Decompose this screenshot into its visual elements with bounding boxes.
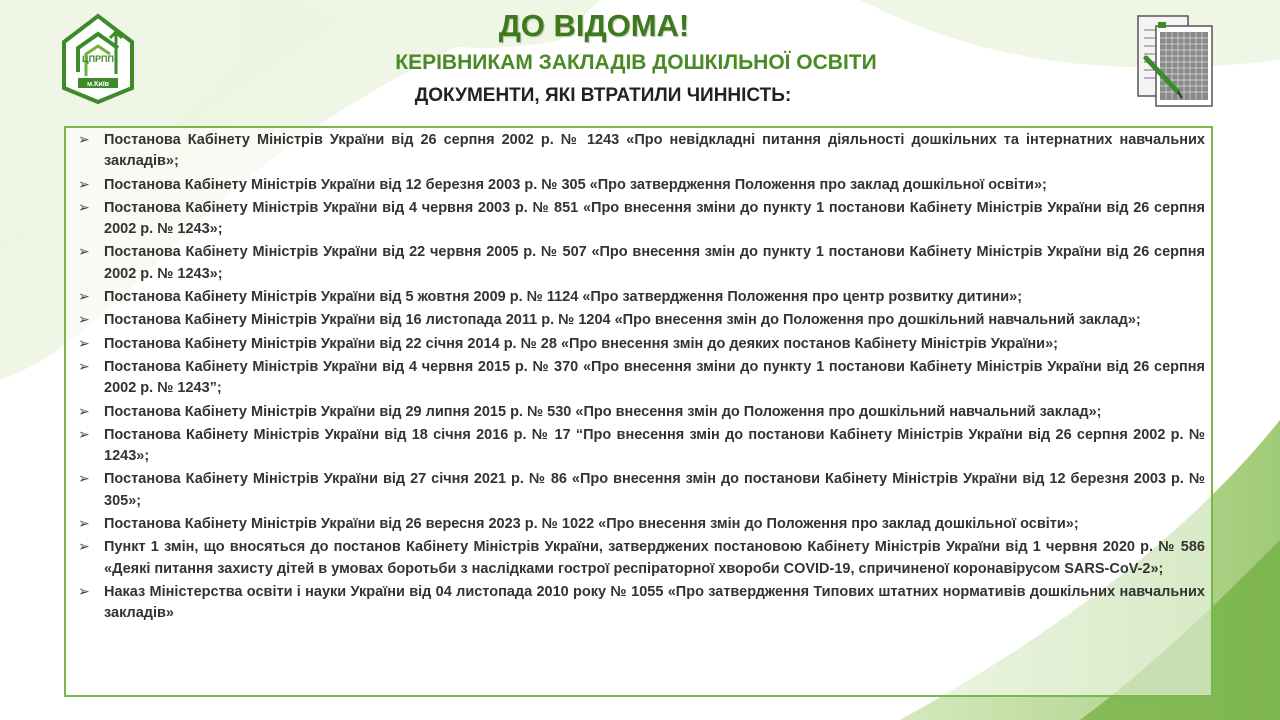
heading-block bbox=[0, 6, 1280, 108]
list-item bbox=[74, 287, 1205, 308]
list-item bbox=[74, 175, 1205, 196]
arrow-bullet-icon: ➢ bbox=[78, 583, 90, 600]
document-text: Постанова Кабінету Міністрів України від 22 червня 2005 р. № 507 «Про внесення змін до пункту 1 постанови Кабінету Міністрів України від 26 серпня 2002 р. № 1243»; bbox=[104, 244, 1205, 282]
document-text: Постанова Кабінету Міністрів України від 22 січня 2014 р. № 28 «Про внесення змін до деяких постанов Кабінету Міністрів України»; bbox=[104, 335, 1058, 352]
document-text: Постанова Кабінету Міністрів України від 18 січня 2016 р. № 17 “Про внесення змін до постанови Кабінету Міністрів України від 26 серпня 2002 р. № 1243»; bbox=[104, 426, 1205, 465]
list-item bbox=[74, 425, 1205, 468]
document-text: Постанова Кабінету Міністрів України від 5 жовтня 2009 р. № 1124 «Про затвердження Положення про центр розвитку дитини»; bbox=[104, 289, 1023, 306]
arrow-bullet-icon: ➢ bbox=[78, 426, 90, 443]
document-text: Постанова Кабінету Міністрів України від 16 листопада 2011 р. № 1204 «Про внесення змін до Положення про дошкільний навчальний заклад»; bbox=[104, 312, 1141, 329]
arrow-bullet-icon: ➢ bbox=[78, 471, 90, 488]
arrow-bullet-icon: ➢ bbox=[78, 132, 90, 148]
arrow-bullet-icon: ➢ bbox=[78, 403, 90, 420]
document-text: Пункт 1 змін, що вносяться до постанов Кабінету Міністрів України, затверджених постановою Кабінету Міністрів України від 1 червня 2020 р. № 586 «Деякі питання захисту дітей в умовах боротьби з наслідками гострої респіраторної хвороби COVID-19, спричиненої коронавірусом SARS-CoV-2»; bbox=[104, 539, 1205, 577]
list-item bbox=[74, 537, 1205, 580]
document-text: Постанова Кабінету Міністрів України від 4 червня 2003 р. № 851 «Про внесення зміни до пункту 1 постанови Кабінету Міністрів України від 26 серпня 2002 р. № 1243»; bbox=[104, 199, 1205, 238]
list-item bbox=[74, 310, 1205, 331]
arrow-bullet-icon: ➢ bbox=[78, 312, 90, 329]
arrow-bullet-icon: ➢ bbox=[78, 244, 90, 261]
document-text: Постанова Кабінету Міністрів України від 26 вересня 2023 р. № 1022 «Про внесення змін до Положення про заклад дошкільної освіти»; bbox=[104, 516, 1079, 533]
logo-text-top: ЦПРПП bbox=[82, 54, 114, 64]
document-text: Постанова Кабінету Міністрів України від 12 березня 2003 р. № 305 «Про затвердження Положення про заклад дошкільної освіти»; bbox=[104, 176, 1047, 193]
list-item bbox=[74, 402, 1205, 423]
list-item bbox=[74, 130, 1205, 173]
arrow-bullet-icon: ➢ bbox=[78, 199, 90, 216]
arrow-bullet-icon: ➢ bbox=[78, 335, 90, 352]
arrow-bullet-icon: ➢ bbox=[78, 176, 90, 193]
document-text: Наказ Міністерства освіти і науки України від 04 листопада 2010 року № 1055 «Про затвердження Типових штатних нормативів дошкільних навчальних закладів» bbox=[104, 583, 1205, 622]
list-item bbox=[74, 334, 1205, 355]
document-text: Постанова Кабінету Міністрів України від 27 січня 2021 р. № 86 «Про внесення змін до постанови Кабінету Міністрів України від 12 березня 2003 р. № 305»; bbox=[104, 471, 1205, 509]
page-subtitle: КЕРІВНИКАМ ЗАКЛАДІВ ДОШКІЛЬНОЇ ОСВІТИ bbox=[395, 51, 877, 74]
document-text: Постанова Кабінету Міністрів України від 4 червня 2015 р. № 370 «Про внесення зміни до пункту 1 постанови Кабінету Міністрів України від 26 серпня 2002 р. № 1243”; bbox=[104, 358, 1205, 397]
arrow-bullet-icon: ➢ bbox=[78, 516, 90, 533]
documents-list bbox=[74, 130, 1205, 625]
list-item bbox=[74, 357, 1205, 400]
document-text: Постанова Кабінету Міністрів України від 29 липня 2015 р. № 530 «Про внесення змін до Положення про дошкільний навчальний заклад»; bbox=[104, 403, 1102, 420]
arrow-bullet-icon: ➢ bbox=[78, 539, 90, 556]
list-item bbox=[74, 582, 1205, 625]
documents-list-box bbox=[64, 126, 1213, 697]
arrow-bullet-icon: ➢ bbox=[78, 358, 90, 375]
arrow-bullet-icon: ➢ bbox=[78, 289, 90, 306]
list-item bbox=[74, 198, 1205, 241]
logo-text-bottom: м.Київ bbox=[87, 81, 109, 88]
section-heading: ДОКУМЕНТИ, ЯКІ ВТРАТИЛИ ЧИННІСТЬ: bbox=[414, 85, 792, 106]
list-item bbox=[74, 242, 1205, 285]
page-title: ДО ВІДОМА! bbox=[498, 8, 690, 43]
list-item bbox=[74, 469, 1205, 512]
document-text: Постанова Кабінету Міністрів України від 26 серпня 2002 р. № 1243 «Про невідкладні питання діяльності дошкільних та інтернатних навчальних закладів»; bbox=[104, 132, 1205, 170]
list-item bbox=[74, 514, 1205, 535]
